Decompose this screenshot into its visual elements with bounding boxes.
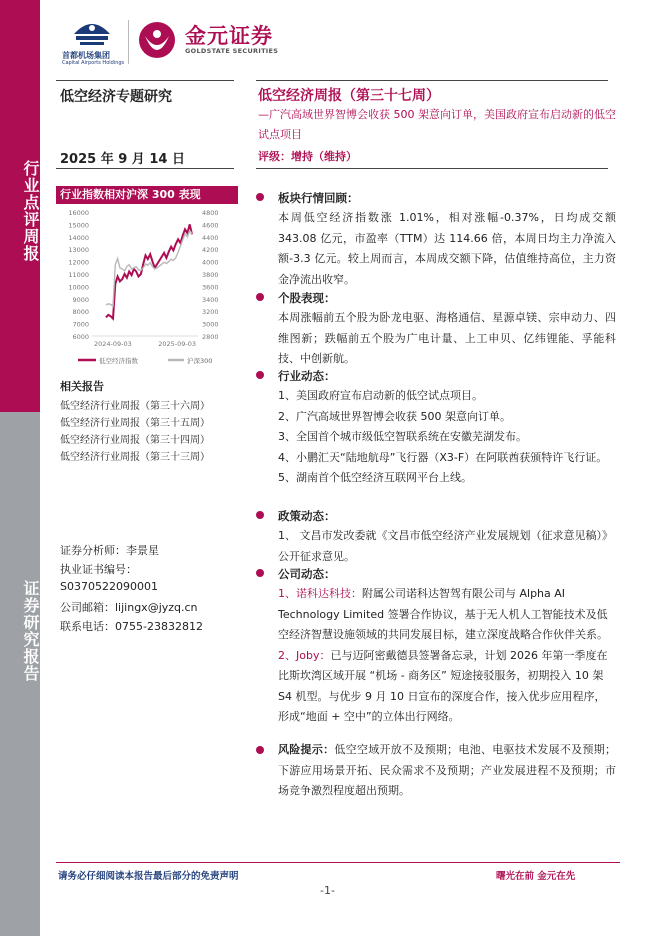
- analyst-email[interactable]: 公司邮箱：lijingx@jyzq.cn: [60, 601, 198, 614]
- section-heading: 公司动态：: [256, 566, 616, 582]
- bullet-icon: [256, 371, 264, 379]
- legend-label-industry-index: 低空经济指数: [99, 357, 138, 365]
- analyst-phone: 联系电话：0755-23832812: [60, 620, 203, 633]
- section-review: [256, 190, 616, 290]
- y-left-tick-label: 14000: [68, 233, 89, 242]
- capital-airports-logo: [70, 18, 114, 48]
- company-item: [256, 584, 616, 646]
- header-rule-right-top: [256, 80, 608, 81]
- section-heading: 行业动态：: [256, 368, 616, 384]
- y-left-tick-label: 7000: [72, 320, 89, 329]
- y-left-tick-label: 8000: [72, 308, 89, 317]
- section-heading: 政策动态：: [256, 508, 616, 524]
- license-label: 执业证书编号：: [60, 563, 137, 576]
- section-policy: [256, 508, 616, 567]
- header-rule-left-bottom: [56, 168, 234, 169]
- series-line-industry-index: [106, 224, 192, 318]
- y-left-tick-label: 12000: [68, 258, 89, 267]
- chart-title: 行业指数相对沪深 300 表现: [56, 186, 238, 204]
- company-text: 附属公司诺科达智驾有限公司与 Alpha AI Technology Limited 签署合作协议，基于无人机人工智能技术及低空经济智慧设施领域的共同发展目标，建立深度战略合作伙伴关系。: [278, 587, 608, 641]
- capital-logo-cn: 首都机场集团: [62, 51, 110, 60]
- report-type-label: 行业点评周报: [21, 160, 40, 262]
- bullet-icon: [256, 293, 264, 301]
- section-company: [256, 566, 616, 728]
- company-tag: 2、Joby：: [278, 648, 331, 662]
- x-tick-label: 2025-09-03: [158, 340, 196, 348]
- bullet-icon: [256, 746, 264, 754]
- y-right-tick-label: 3200: [202, 308, 219, 317]
- x-tick-label: 2024-09-03: [94, 340, 132, 348]
- industry-item: 4、小鹏汇天“陆地航母”飞行器（X3-F）在阿联酋获颁特许飞行证。: [278, 450, 608, 464]
- y-right-tick-label: 3000: [202, 320, 219, 329]
- y-right-tick-label: 4800: [202, 209, 219, 217]
- goldstate-logo: [137, 20, 177, 60]
- section-risk: [256, 740, 616, 802]
- y-right-tick-label: 3600: [202, 283, 219, 292]
- page-number: -1-: [320, 884, 335, 897]
- y-right-tick-label: 4400: [202, 233, 219, 242]
- industry-item: 2、广汽高域世界智博会收获 500 架意向订单。: [278, 409, 511, 423]
- side-band-top: [0, 0, 40, 412]
- section-text: 本周涨幅前五个股为卧龙电驱、海格通信、星源卓镁、宗申动力、四维图新；跌幅前五个股为广电计量、上工申贝、亿纬锂能、孚能科技、中创新航。: [278, 311, 616, 365]
- section-industry: [256, 368, 616, 489]
- logo-divider: [128, 20, 129, 64]
- section-heading: 板块行情回顾：: [256, 190, 616, 206]
- y-right-tick-label: 4000: [202, 258, 219, 267]
- risk-text: 低空空域开放不及预期；电池、电驱技术发展不及预期；下游应用场景开拓、民众需求不及预期；产业发展进程不及预期；市场竞争激烈程度超出预期。: [278, 743, 617, 797]
- analyst-name: 证券分析师：李景星: [60, 544, 159, 557]
- section-heading: 个股表现：: [256, 290, 616, 306]
- section-text: 本周低空经济指数涨 1.01%，相对涨幅-0.37%，日均成交额 343.08 亿元，市盈率（TTM）达 114.66 倍，本周日均主力净流入额-3.3 亿元。较上周而言，本周成交额下降，估值维持高位，主力资金净流出收窄。: [278, 211, 616, 286]
- license-number: S0370522090001: [60, 580, 158, 593]
- research-report-label: 证券研究报告: [21, 580, 40, 682]
- brand-name-cn: 金元证券: [185, 24, 273, 48]
- y-left-tick-label: 16000: [68, 209, 89, 217]
- company-text: 已与迈阿密戴德县签署备忘录，计划 2026 年第一季度在比斯坎湾区域开展 “机场 - 商务区” 短途接驳服务，初期投入 10 架 S4 机型。与优步 9 月 10 日宣布的深度合作，接入优步应用程序，形成“地面 + 空中”的立体出行网络。: [278, 648, 608, 723]
- y-left-tick-label: 9000: [72, 295, 89, 304]
- capital-logo-en: Capital Airports Holdings: [62, 60, 125, 66]
- related-report-item[interactable]: 低空经济行业周报（第三十四周）: [60, 435, 210, 446]
- risk-paragraph: [256, 740, 616, 802]
- header-rule-right-bottom: [256, 168, 608, 169]
- side-band-bottom: [0, 412, 40, 936]
- related-reports-heading: 相关报告: [60, 380, 104, 393]
- disclaimer: 请务必仔细阅读本报告最后部分的免责声明: [58, 871, 239, 882]
- industry-item: 5、湖南首个低空经济互联网平台上线。: [278, 471, 472, 484]
- y-right-tick-label: 3800: [202, 271, 219, 279]
- y-right-tick-label: 4200: [202, 246, 219, 255]
- index-performance-chart: [56, 206, 234, 366]
- header-rule-left-top: [56, 80, 234, 81]
- risk-heading: 风险提示：: [278, 743, 335, 756]
- y-right-tick-label: 4600: [202, 221, 219, 230]
- industry-item: 3、全国首个城市级低空智联系统在安徽芜湖发布。: [278, 430, 527, 443]
- report-date: 2025 年 9 月 14 日: [60, 152, 185, 167]
- section-stocks: [256, 290, 616, 370]
- y-left-tick-label: 15000: [68, 221, 89, 230]
- report-title: 低空经济周报（第三十七周）: [258, 88, 440, 104]
- bullet-icon: [256, 569, 264, 577]
- rating: 评级：增持（维持）: [258, 150, 357, 163]
- bullet-icon: [256, 193, 264, 201]
- policy-item: 1、 文昌市发改委就《文昌市低空经济产业发展规划（征求意见稿）》公开征求意见。: [278, 529, 613, 563]
- series-title: 低空经济专题研究: [60, 89, 172, 105]
- legend-label-csi300: 沪深300: [187, 357, 213, 365]
- related-report-item[interactable]: 低空经济行业周报（第三十三周）: [60, 452, 210, 463]
- company-item: [256, 646, 616, 728]
- company-tag: 1、诺科达科技：: [278, 587, 362, 600]
- y-right-tick-label: 3400: [202, 295, 219, 304]
- report-subtitle: —广汽高域世界智博会收获 500 架意向订单，美国政府宣布启动新的低空试点项目: [258, 108, 616, 141]
- industry-item: 1、美国政府宣布启动新的低空试点项目。: [278, 389, 483, 402]
- y-right-tick-label: 2800: [202, 333, 219, 341]
- footer-rule: [56, 862, 620, 863]
- y-left-tick-label: 11000: [68, 271, 89, 279]
- slogan: 曙光在前 金元在先: [496, 871, 576, 882]
- brand-name-en: GOLDSTATE SECURITIES: [185, 47, 279, 55]
- related-report-item[interactable]: 低空经济行业周报（第三十五周）: [60, 418, 210, 429]
- y-left-tick-label: 6000: [72, 333, 89, 341]
- related-report-item[interactable]: 低空经济行业周报（第三十六周）: [60, 401, 210, 412]
- y-left-tick-label: 10000: [68, 283, 89, 292]
- bullet-icon: [256, 511, 264, 519]
- y-left-tick-label: 13000: [68, 246, 89, 255]
